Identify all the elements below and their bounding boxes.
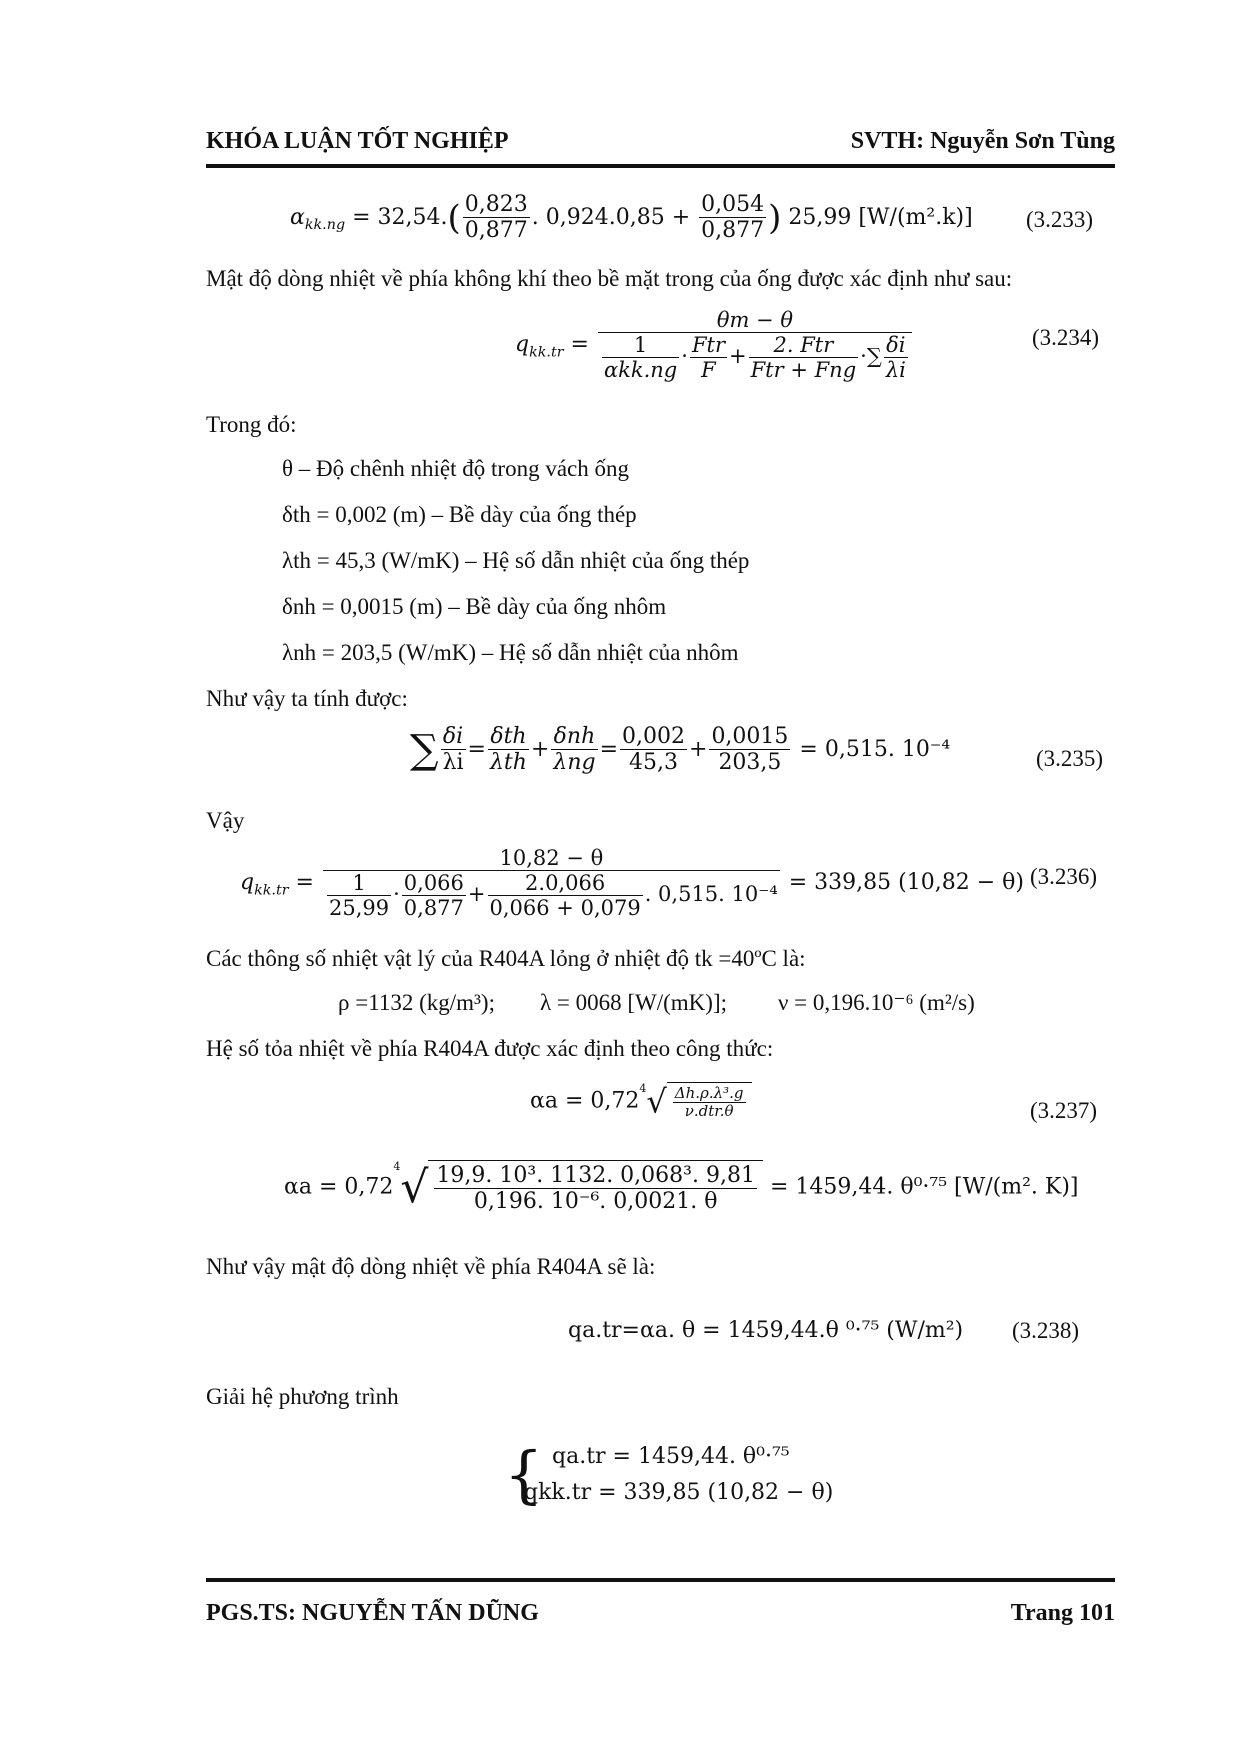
where-label: Trong đó: [206, 412, 297, 437]
definition-lambda-nh: λnh = 203,5 (W/mK) – Hệ số dẫn nhiệt của nhôm [282, 640, 739, 665]
property-conductivity: λ = 0068 [W/(mK)]; [540, 990, 727, 1015]
paragraph-heat-flux-intro: Mật độ dòng nhiệt về phía không khí theo bề mặt trong của ống được xác định như sau: [206, 266, 1013, 291]
paragraph-r404a-heat-flux: Như vậy mật độ dòng nhiệt về phía R404A sẽ là: [206, 1254, 656, 1279]
definition-lambda-th: λth = 45,3 (W/mK) – Hệ số dẫn nhiệt của ống thép [282, 548, 750, 573]
property-density: ρ =1132 (kg/m³); [338, 990, 495, 1015]
property-viscosity: ν = 0,196.10⁻⁶ (m²/s) [778, 990, 975, 1015]
definition-delta-th: δth = 0,002 (m) – Bề dày của ống thép [282, 502, 637, 527]
equation-3-237-evaluated: $\alpha a = 0,72^4√$ $\frac{\text{19,9. 10³. 1132. 0,068³. 9,81}}{\text{0,196. 10⁻⁶. 0,0021. θ}}$ = 1459,44. θ⁰·⁷⁵ [W/(m². K)] [284, 1160, 1079, 1215]
eq-number-3-233: (3.233) [1026, 207, 1094, 232]
equation-3-235: ∑ $\frac{\delta i}{\lambda i}$ = $\frac{\text{δth}}{\text{λth}}$ + $\frac{\text{δnh}}{\text{λng}}$ = $\frac{0,002}{45,3}$ + $\frac{0,0015}{203,5}$ = 0,515. 10⁻⁴ [410, 724, 951, 776]
eq-number-3-238: (3.238) [1012, 1318, 1080, 1343]
definition-theta: θ – Độ chênh nhiệt độ trong vách ống [282, 456, 629, 481]
paragraph-solve-system: Giải hệ phương trình [206, 1384, 399, 1409]
equation-3-233: $\alpha_{kk.ng} = 32,54$.( $\frac{0,823}{0,877}$ . 0,924.0,85 + $\frac{0,054}{0,877}$ ) 25,99 [W/(m².k)] [290, 192, 973, 244]
eq-number-3-235: (3.235) [1036, 746, 1104, 771]
equation-3-236: $q_{kk.tr}$ = 10,82 − θ $\frac{1}{25,99}$ · $\frac{0,066}{0,877}$ + $\frac{2.0,066}{0,066 + 0,079}$ . 0,515. 10⁻⁴ = 339,85 (10,82 − θ) [240, 846, 1024, 921]
header-rule [206, 164, 1115, 168]
equation-3-234: $q_{kk.tr}$ = θm − θ $\frac{1}{\text{αkk.ng}}$ · $\frac{\text{Ftr}}{F}$ + $\frac{\text{2. Ftr}}{\text{Ftr + Fng}}$ ·∑ $\frac{\delta i}{\lambda i}$ [515, 308, 914, 382]
eq-number-3-236: (3.236) [1030, 864, 1098, 889]
eq-number-3-237: (3.237) [1030, 1098, 1098, 1123]
equation-3-237: $\alpha a = 0,72^4√$ $\frac{\text{Δh.ρ.λ³.g}}{\text{ν.dtr.θ}}$ [530, 1082, 752, 1121]
header-right: SVTH: Nguyễn Sơn Tùng [850, 128, 1115, 154]
definition-delta-nh: δnh = 0,0015 (m) – Bề dày của ống nhôm [282, 594, 667, 619]
footer-page-number: Trang 101 [1010, 1600, 1115, 1626]
equation-3-238: qa.tr=αa. θ = 1459,44.θ ⁰·⁷⁵ (W/m²) [568, 1318, 964, 1343]
paragraph-thus: Vậy [206, 808, 245, 833]
paragraph-compute: Như vậy ta tính được: [206, 686, 408, 711]
footer-rule [206, 1578, 1115, 1582]
system-line-2: qkk.tr = 339,85 (10,82 − θ) [524, 1480, 834, 1505]
header-left: KHÓA LUẬN TỐT NGHIỆP [206, 128, 509, 154]
system-line-1: qa.tr = 1459,44. θ⁰·⁷⁵ [552, 1444, 790, 1469]
eq-number-3-234: (3.234) [1032, 325, 1100, 350]
paragraph-r404a-properties: Các thông số nhiệt vật lý của R404A lỏng ở nhiệt độ tk =40ºC là: [206, 946, 806, 971]
paragraph-heat-transfer-formula: Hệ số tỏa nhiệt về phía R404A được xác định theo công thức: [206, 1036, 774, 1061]
footer-left: PGS.TS: NGUYỄN TẤN DŨNG [206, 1600, 539, 1626]
